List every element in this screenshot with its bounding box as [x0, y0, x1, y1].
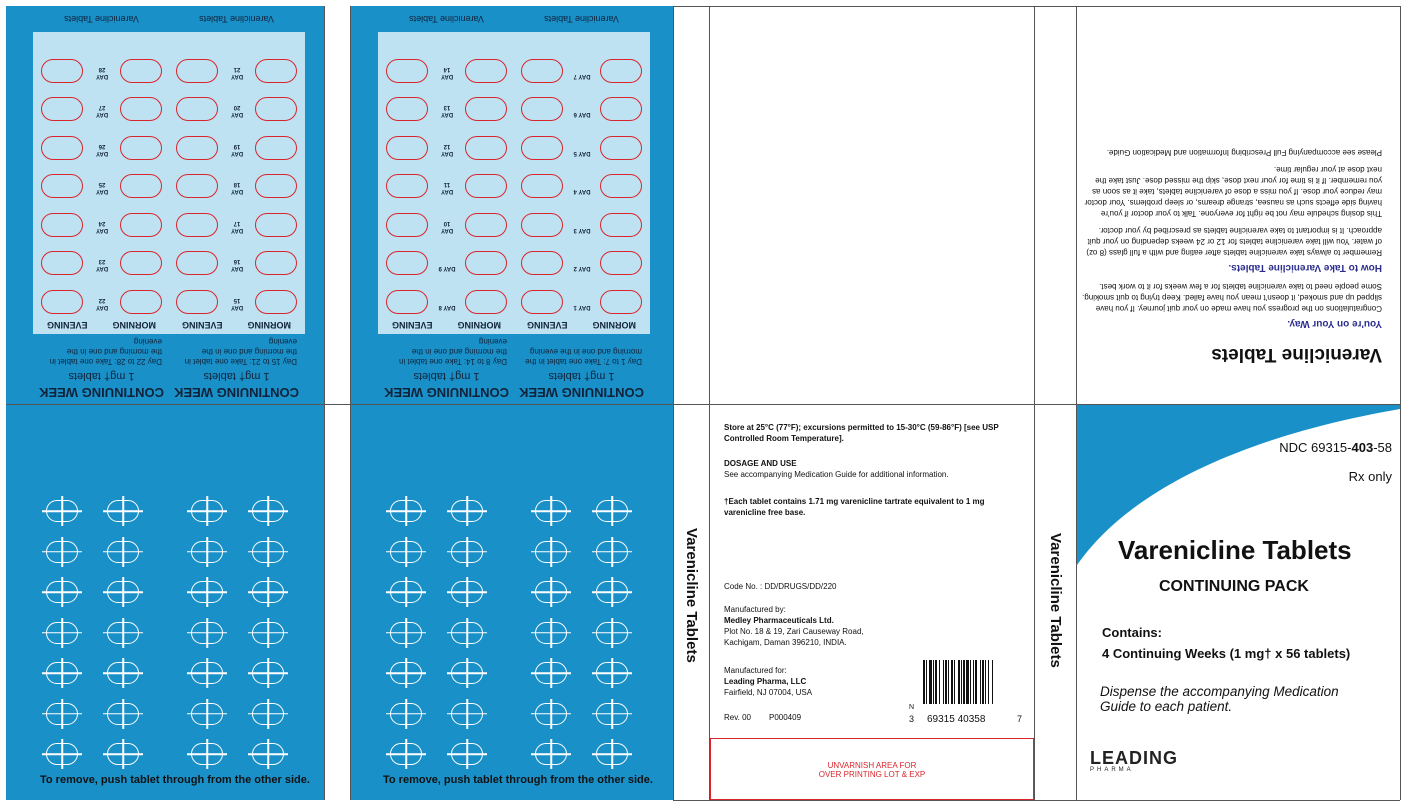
- tablet-slot: [41, 59, 83, 83]
- tablet-slot: [120, 98, 162, 122]
- push-target: [596, 500, 628, 522]
- barcode: [909, 660, 1025, 725]
- column-morning: MORNING: [457, 320, 501, 330]
- manufactured-for-block: [724, 665, 924, 698]
- tablet-slot: [600, 175, 642, 199]
- contains-label: Contains:: [1102, 625, 1162, 640]
- push-target: [191, 541, 223, 563]
- back-text-panel: [1082, 80, 1382, 365]
- column-evening: EVENING: [527, 320, 568, 330]
- day-label: DAY 11: [440, 181, 454, 195]
- push-target: [107, 541, 139, 563]
- push-target: [107, 703, 139, 725]
- column-evening: EVENING: [47, 320, 88, 330]
- push-target: [191, 662, 223, 684]
- column-evening: EVENING: [392, 320, 433, 330]
- tablet-slot: [386, 175, 428, 199]
- push-target: [107, 581, 139, 603]
- card-instructions: Day 1 to 7: Take one tablet in the morning and one in the evening: [525, 347, 642, 366]
- push-target: [252, 622, 284, 644]
- tablet-slot: [521, 59, 563, 83]
- day-label: DAY 2: [573, 265, 591, 272]
- tablet-slot: [521, 290, 563, 314]
- card-strength: 1 mg† tablets: [413, 370, 480, 382]
- push-target: [252, 703, 284, 725]
- column-morning: MORNING: [112, 320, 156, 330]
- day-label: DAY 7: [573, 73, 591, 79]
- day-label: DAY 15: [230, 297, 244, 310]
- tablet-slot: [120, 252, 162, 276]
- tablet-slot: [41, 175, 83, 199]
- tablet-slot: [386, 59, 428, 83]
- tablet-slot: [600, 136, 642, 160]
- back-title: Varenicline Tablets: [1211, 344, 1382, 365]
- card-header: CONTINUING WEEK: [174, 385, 299, 400]
- push-target: [596, 541, 628, 563]
- tablet-slot: [41, 213, 83, 237]
- day-label: DAY 5: [573, 150, 591, 156]
- push-target: [451, 703, 483, 725]
- push-target: [390, 743, 422, 765]
- dosage-text: See accompanying Medication Guide for additional information.: [724, 470, 949, 479]
- push-target: [191, 500, 223, 522]
- tablet-slot: [120, 290, 162, 314]
- tablet-slot: [255, 290, 297, 314]
- footnote: †Each tablet contains 1.71 mg varenicline tartrate equivalent to 1 mg varenicline free base.: [724, 497, 985, 517]
- back-para-4: Please see accompanying Full Prescribing Information and Medication Guide.: [1106, 148, 1382, 157]
- card-footer: Varenicline Tablets: [199, 14, 274, 24]
- remove-instruction-left: To remove, push tablet through from the other side.: [40, 774, 310, 786]
- tablet-slot: [521, 213, 563, 237]
- day-label: DAY 21: [230, 66, 244, 79]
- tablet-slot: [465, 59, 507, 83]
- day-label: DAY 25: [95, 181, 109, 195]
- column-morning: MORNING: [247, 320, 291, 330]
- tablet-slot: [255, 252, 297, 276]
- card-instructions: Day 8 to 14: Take one tablet in the morning and one in the evening: [399, 337, 507, 366]
- tablet-slot: [386, 252, 428, 276]
- tablet-slot: [255, 98, 297, 122]
- blister-card: [33, 6, 170, 404]
- spine-title-right: Varenicline Tablets: [1047, 533, 1064, 668]
- push-target: [390, 500, 422, 522]
- unvarnish-line-1: UNVARNISH AREA FOR: [827, 761, 917, 770]
- push-target: [596, 743, 628, 765]
- unvarnish-line-2: OVER PRINTING LOT & EXP: [818, 770, 926, 779]
- card-strength: 1 mg† tablets: [548, 370, 615, 382]
- tablet-slot: [386, 136, 428, 160]
- tablet-slot: [176, 213, 218, 237]
- back-para-2: Remember to always take varenicline tablets after eating and with a full glass (8 oz) of water. You will take varenicline tablets for 12 or 24 weeks depending on your quit approach. It is important to take varenicline tablets as prescribed by your doctor.: [1086, 226, 1382, 257]
- manufactured-by-block: [724, 604, 924, 648]
- tablet-slot: [255, 136, 297, 160]
- push-target: [390, 662, 422, 684]
- push-target: [535, 743, 567, 765]
- mfd-by-name: Medley Pharmaceuticals Ltd.: [724, 616, 834, 625]
- day-label: DAY 22: [95, 297, 109, 310]
- barcode-right-digit: 7: [1017, 714, 1023, 724]
- tablet-slot: [521, 175, 563, 199]
- push-target: [596, 662, 628, 684]
- push-target: [107, 500, 139, 522]
- push-target: [596, 581, 628, 603]
- push-target: [390, 581, 422, 603]
- day-label: DAY 13: [440, 104, 454, 118]
- card-footer: Varenicline Tablets: [409, 14, 484, 24]
- day-label: DAY 4: [573, 188, 591, 195]
- push-target: [252, 662, 284, 684]
- tablet-slot: [600, 213, 642, 237]
- code-no: Code No. : DD/DRUGS/DD/220: [724, 582, 837, 591]
- tablet-slot: [465, 252, 507, 276]
- front-title: Varenicline Tablets: [1118, 535, 1352, 565]
- rx-only: Rx only: [1348, 469, 1392, 484]
- day-label: DAY 24: [95, 220, 109, 233]
- info-panel: [724, 422, 1024, 518]
- push-target: [252, 500, 284, 522]
- push-target: [596, 703, 628, 725]
- blister-card: [168, 6, 305, 404]
- tablet-slot: [600, 98, 642, 122]
- push-target: [535, 662, 567, 684]
- barcode-digits: 69315 40358: [927, 714, 986, 725]
- day-label: DAY 17: [230, 220, 244, 233]
- day-label: DAY 9: [438, 265, 456, 272]
- tablet-slot: [120, 59, 162, 83]
- tablet-slot: [386, 213, 428, 237]
- push-target: [46, 703, 78, 725]
- spine-title-left: Varenicline Tablets: [683, 528, 700, 663]
- front-pack: CONTINUING PACK: [1159, 578, 1309, 595]
- push-target: [107, 662, 139, 684]
- tablet-slot: [386, 98, 428, 122]
- day-label: DAY 19: [230, 143, 244, 156]
- card-footer: Varenicline Tablets: [544, 14, 619, 24]
- tablet-slot: [41, 252, 83, 276]
- day-label: DAY 20: [230, 104, 244, 118]
- mfd-for-name: Leading Pharma, LLC: [724, 677, 807, 686]
- card-footer: Varenicline Tablets: [64, 14, 139, 24]
- tablet-slot: [255, 175, 297, 199]
- push-target: [46, 622, 78, 644]
- tablet-slot: [386, 290, 428, 314]
- push-target: [451, 541, 483, 563]
- push-target: [390, 703, 422, 725]
- card-header: CONTINUING WEEK: [39, 385, 164, 400]
- card-header: CONTINUING WEEK: [384, 385, 509, 400]
- barcode-left-digit: 3: [909, 714, 915, 724]
- ndc-number: NDC 69315-403-58: [1279, 440, 1392, 455]
- leading-logo: [1090, 748, 1178, 773]
- push-target: [46, 662, 78, 684]
- tablet-slot: [521, 98, 563, 122]
- tablet-slot: [600, 290, 642, 314]
- tablet-slot: [176, 175, 218, 199]
- push-target: [107, 622, 139, 644]
- push-target: [535, 500, 567, 522]
- push-target: [191, 703, 223, 725]
- logo-sub: PHARMA: [1090, 767, 1134, 773]
- card-instructions: Day 15 to 21: Take one tablet in the morning and one in the evening: [184, 337, 297, 366]
- push-target: [252, 581, 284, 603]
- card-instructions: Day 22 to 28: Take one tablet in the morning and one in the evening: [49, 337, 162, 366]
- day-label: DAY 28: [95, 66, 109, 79]
- tablet-slot: [176, 252, 218, 276]
- push-target: [535, 622, 567, 644]
- tablet-slot: [521, 252, 563, 276]
- card-header: CONTINUING WEEK: [519, 385, 644, 400]
- push-target: [535, 541, 567, 563]
- push-target: [191, 622, 223, 644]
- push-target: [107, 743, 139, 765]
- tablet-slot: [176, 136, 218, 160]
- mfd-by-addr1: Plot No. 18 & 19, Zari Causeway Road,: [724, 627, 864, 636]
- push-target: [451, 500, 483, 522]
- push-target: [46, 541, 78, 563]
- push-target: [451, 581, 483, 603]
- mfd-for-label: Manufactured for:: [724, 666, 787, 675]
- tablet-slot: [465, 175, 507, 199]
- mfd-for-addr: Fairfield, NJ 07004, USA: [724, 688, 813, 697]
- push-target: [390, 622, 422, 644]
- logo-text: LEADING: [1090, 748, 1178, 768]
- tablet-slot: [120, 213, 162, 237]
- push-target: [451, 662, 483, 684]
- day-label: DAY 6: [573, 111, 591, 118]
- card-strength: 1 mg† tablets: [203, 370, 270, 382]
- tablet-slot: [120, 136, 162, 160]
- day-label: DAY 10: [440, 220, 454, 233]
- push-target: [191, 581, 223, 603]
- tablet-slot: [176, 59, 218, 83]
- dispense-note: Dispense the accompanying Medication Guide to each patient.: [1100, 684, 1339, 714]
- push-target: [46, 581, 78, 603]
- day-label: DAY 1: [573, 304, 591, 310]
- remove-instruction-right: To remove, push tablet through from the other side.: [383, 774, 653, 786]
- barcode-n: N: [909, 704, 915, 711]
- tablet-slot: [255, 59, 297, 83]
- dosage-heading: DOSAGE AND USE: [724, 459, 797, 468]
- mfd-by-addr2: Kachigam, Daman 396210, INDIA.: [724, 638, 847, 647]
- tablet-slot: [120, 175, 162, 199]
- tablet-slot: [255, 213, 297, 237]
- push-target: [252, 541, 284, 563]
- day-label: DAY 3: [573, 227, 591, 233]
- tablet-slot: [600, 252, 642, 276]
- tablet-slot: [465, 98, 507, 122]
- push-target: [191, 743, 223, 765]
- tablet-slot: [176, 290, 218, 314]
- rev: Rev. 00: [724, 713, 751, 722]
- back-para-1: Congratulations on the progress you have made on your quit journey. If you have slipped up and smoked, it doesn't mean you have failed. Keep trying to quit smoking. Some people need to take varenicline tablets for a few weeks for it to work best.: [1082, 282, 1382, 313]
- back-para-3: This dosing schedule may not be right for everyone. Talk to your doctor if you're having side effects such as nausea, strange dreams, or sleep problems. Your doctor may reduce your dose. If you miss a dose of varenicline tablets, take it as soon as you remember. If it is time for your next dose, skip the missed dose. Just take the next dose at your regular time.: [1084, 165, 1382, 218]
- day-label: DAY 8: [438, 304, 456, 310]
- tablet-slot: [465, 213, 507, 237]
- push-target: [252, 743, 284, 765]
- day-label: DAY 26: [95, 143, 109, 156]
- unvarnish-area: [710, 738, 1034, 800]
- push-target: [46, 500, 78, 522]
- blister-card: [378, 6, 515, 404]
- storage-text: Store at 25°C (77°F); excursions permitted to 15-30°C (59-86°F) [see USP Controlled Room Temperature].: [724, 423, 999, 443]
- push-target: [451, 743, 483, 765]
- push-target: [390, 541, 422, 563]
- push-target: [535, 703, 567, 725]
- card-strength: 1 mg† tablets: [68, 370, 135, 382]
- push-target: [596, 622, 628, 644]
- day-label: DAY 23: [95, 258, 109, 272]
- day-label: DAY 18: [230, 181, 244, 195]
- tablet-slot: [176, 98, 218, 122]
- column-evening: EVENING: [182, 320, 223, 330]
- day-label: DAY 14: [440, 66, 454, 79]
- push-target: [46, 743, 78, 765]
- day-label: DAY 16: [230, 258, 244, 272]
- tablet-slot: [41, 98, 83, 122]
- tablet-slot: [465, 136, 507, 160]
- push-target: [451, 622, 483, 644]
- column-morning: MORNING: [592, 320, 636, 330]
- tablet-slot: [41, 136, 83, 160]
- contains-text: 4 Continuing Weeks (1 mg† x 56 tablets): [1102, 646, 1351, 661]
- mfd-by-label: Manufactured by:: [724, 605, 786, 614]
- push-target: [535, 581, 567, 603]
- tablet-slot: [521, 136, 563, 160]
- back-heading-1: You're on Your Way.: [1287, 318, 1382, 329]
- tablet-slot: [41, 290, 83, 314]
- day-label: DAY 12: [440, 143, 454, 156]
- day-label: DAY 27: [95, 104, 109, 118]
- blister-card: [513, 6, 650, 404]
- tablet-slot: [465, 290, 507, 314]
- part-number: P000409: [769, 713, 802, 722]
- tablet-slot: [600, 59, 642, 83]
- back-heading-2: How to Take Varenicline Tablets.: [1228, 262, 1382, 273]
